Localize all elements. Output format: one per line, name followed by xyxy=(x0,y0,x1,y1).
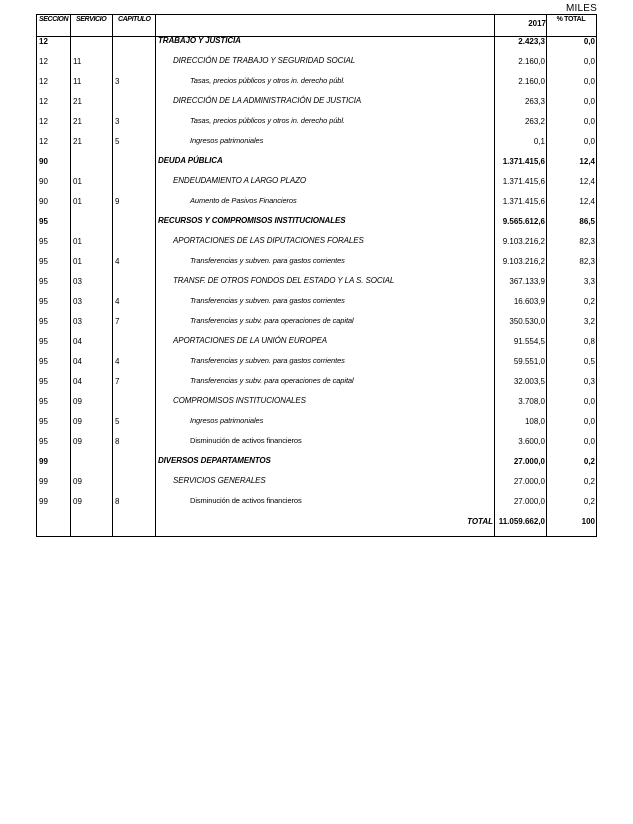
amount-cell: 2.423,3 xyxy=(518,37,545,46)
total-amount: 11.059.662,0 xyxy=(498,517,545,526)
capitulo-cell: 5 xyxy=(115,417,120,426)
table-row xyxy=(36,497,597,517)
description-cell: TRABAJO Y JUSTICIA xyxy=(158,36,241,45)
description-cell: Ingresos patrimoniales xyxy=(190,416,264,425)
description-cell: Disminución de activos financieros xyxy=(190,496,302,505)
capitulo-cell: 4 xyxy=(115,297,120,306)
table-row xyxy=(36,417,597,437)
capitulo-cell: 7 xyxy=(115,317,120,326)
header-year: 2017 xyxy=(528,19,546,28)
seccion-cell: 12 xyxy=(39,37,48,46)
amount-cell: 59.551,0 xyxy=(513,357,545,366)
amount-cell: 91.554,5 xyxy=(513,337,545,346)
seccion-cell: 95 xyxy=(39,257,48,266)
table-row xyxy=(36,437,597,457)
description-cell: RECURSOS Y COMPROMISOS INSTITUCIONALES xyxy=(158,216,346,225)
table-row xyxy=(36,377,597,397)
seccion-cell: 90 xyxy=(39,157,48,166)
pct-total-cell: 12,4 xyxy=(579,197,595,206)
seccion-cell: 95 xyxy=(39,417,48,426)
table-row xyxy=(36,37,597,57)
servicio-cell: 21 xyxy=(73,117,82,126)
description-cell: DIRECCIÓN DE TRABAJO Y SEGURIDAD SOCIAL xyxy=(173,56,356,65)
seccion-cell: 95 xyxy=(39,357,48,366)
capitulo-cell: 5 xyxy=(115,137,120,146)
pct-total-cell: 82,3 xyxy=(579,257,595,266)
header-servicio: SERVICIO xyxy=(76,16,107,23)
unit-label: MILES xyxy=(565,3,597,14)
table-row xyxy=(36,117,597,137)
description-cell: TRANSF. DE OTROS FONDOS DEL ESTADO Y LA S. SOCIAL xyxy=(173,276,395,285)
table-row xyxy=(36,57,597,77)
servicio-cell: 01 xyxy=(73,257,82,266)
servicio-cell: 09 xyxy=(73,497,82,506)
seccion-cell: 95 xyxy=(39,237,48,246)
description-cell: DIVERSOS DEPARTAMENTOS xyxy=(158,456,271,465)
description-cell: Tasas, precios públicos y otros in. derecho públ. xyxy=(190,116,345,125)
description-cell: SERVICIOS GENERALES xyxy=(173,476,266,485)
table-row xyxy=(36,217,597,237)
capitulo-cell: 4 xyxy=(115,257,120,266)
capitulo-cell: 9 xyxy=(115,197,120,206)
pct-total-cell: 0,2 xyxy=(583,297,595,306)
amount-cell: 27.000,0 xyxy=(513,477,545,486)
servicio-cell: 03 xyxy=(73,277,82,286)
amount-cell: 9.565.612,6 xyxy=(502,217,545,226)
seccion-cell: 99 xyxy=(39,477,48,486)
description-cell: Ingresos patrimoniales xyxy=(190,136,264,145)
seccion-cell: 99 xyxy=(39,497,48,506)
amount-cell: 3.708,0 xyxy=(518,397,545,406)
pct-total-cell: 0,8 xyxy=(583,337,595,346)
amount-cell: 27.000,0 xyxy=(513,457,545,466)
seccion-cell: 12 xyxy=(39,57,48,66)
total-label: TOTAL xyxy=(467,517,493,526)
description-cell: Aumento de Pasivos Financieros xyxy=(190,196,297,205)
capitulo-cell: 8 xyxy=(115,497,120,506)
table-row xyxy=(36,357,597,377)
description-cell: DEUDA PÚBLICA xyxy=(158,156,223,165)
table-row xyxy=(36,337,597,357)
seccion-cell: 95 xyxy=(39,437,48,446)
description-cell: DIRECCIÓN DE LA ADMINISTRACIÓN DE JUSTICIA xyxy=(173,96,362,105)
amount-cell: 2.160,0 xyxy=(518,57,545,66)
pct-total-cell: 3,2 xyxy=(583,317,595,326)
pct-total-cell: 0,2 xyxy=(583,457,595,466)
seccion-cell: 12 xyxy=(39,137,48,146)
servicio-cell: 04 xyxy=(73,337,82,346)
description-cell: APORTACIONES DE LAS DIPUTACIONES FORALES xyxy=(173,236,364,245)
header-seccion: SECCION xyxy=(39,16,69,23)
amount-cell: 2.160,0 xyxy=(518,77,545,86)
description-cell: Disminución de activos financieros xyxy=(190,436,302,445)
seccion-cell: 90 xyxy=(39,197,48,206)
capitulo-cell: 8 xyxy=(115,437,120,446)
pct-total-cell: 0,2 xyxy=(583,497,595,506)
total-row xyxy=(36,517,597,537)
table-row xyxy=(36,77,597,97)
pct-total-cell: 0,3 xyxy=(583,377,595,386)
seccion-cell: 95 xyxy=(39,317,48,326)
seccion-cell: 95 xyxy=(39,397,48,406)
pct-total-cell: 0,0 xyxy=(583,97,595,106)
servicio-cell: 11 xyxy=(73,57,82,66)
amount-cell: 9.103.216,2 xyxy=(502,237,545,246)
servicio-cell: 09 xyxy=(73,477,82,486)
amount-cell: 32.003,5 xyxy=(513,377,545,386)
pct-total-cell: 0,2 xyxy=(583,477,595,486)
table-row xyxy=(36,297,597,317)
servicio-cell: 04 xyxy=(73,357,82,366)
amount-cell: 1.371.415,6 xyxy=(502,157,545,166)
servicio-cell: 01 xyxy=(73,237,82,246)
header-pct-total: % TOTAL xyxy=(556,16,586,23)
pct-total-cell: 0,0 xyxy=(583,397,595,406)
amount-cell: 108,0 xyxy=(524,417,545,426)
seccion-cell: 95 xyxy=(39,217,48,226)
capitulo-cell: 7 xyxy=(115,377,120,386)
pct-total-cell: 82,3 xyxy=(579,237,595,246)
table-row xyxy=(36,157,597,177)
pct-total-cell: 12,4 xyxy=(579,157,595,166)
description-cell: Transferencias y subven. para gastos corrientes xyxy=(190,356,345,365)
description-cell: APORTACIONES DE LA UNIÓN EUROPEA xyxy=(173,336,328,345)
pct-total-cell: 0,0 xyxy=(583,37,595,46)
seccion-cell: 90 xyxy=(39,177,48,186)
amount-cell: 9.103.216,2 xyxy=(502,257,545,266)
description-cell: Transferencias y subv. para operaciones de capital xyxy=(190,376,354,385)
amount-cell: 16.603,9 xyxy=(513,297,545,306)
amount-cell: 3.600,0 xyxy=(518,437,545,446)
budget-table xyxy=(36,14,597,537)
pct-total-cell: 0,0 xyxy=(583,57,595,66)
servicio-cell: 01 xyxy=(73,177,82,186)
table-row xyxy=(36,317,597,337)
pct-total-cell: 3,3 xyxy=(583,277,595,286)
amount-cell: 367.133,9 xyxy=(509,277,545,286)
description-cell: COMPROMISOS INSTITUCIONALES xyxy=(173,396,306,405)
amount-cell: 263,2 xyxy=(524,117,545,126)
table-row xyxy=(36,457,597,477)
servicio-cell: 21 xyxy=(73,97,82,106)
description-cell: Transferencias y subven. para gastos corrientes xyxy=(190,296,345,305)
amount-cell: 1.371.415,6 xyxy=(502,197,545,206)
description-cell: Transferencias y subv. para operaciones de capital xyxy=(190,316,354,325)
pct-total-cell: 0,0 xyxy=(583,77,595,86)
servicio-cell: 21 xyxy=(73,137,82,146)
table-row xyxy=(36,197,597,217)
capitulo-cell: 3 xyxy=(115,77,120,86)
pct-total-cell: 0,0 xyxy=(583,437,595,446)
pct-total-cell: 12,4 xyxy=(579,177,595,186)
seccion-cell: 12 xyxy=(39,77,48,86)
table-row xyxy=(36,397,597,417)
seccion-cell: 12 xyxy=(39,97,48,106)
pct-total-cell: 0,0 xyxy=(583,117,595,126)
pct-total-cell: 0,0 xyxy=(583,137,595,146)
pct-total-cell: 86,5 xyxy=(579,217,595,226)
total-pct: 100 xyxy=(581,517,595,526)
servicio-cell: 03 xyxy=(73,297,82,306)
table-row xyxy=(36,277,597,297)
seccion-cell: 95 xyxy=(39,377,48,386)
amount-cell: 1.371.415,6 xyxy=(502,177,545,186)
description-cell: Transferencias y subven. para gastos corrientes xyxy=(190,256,345,265)
seccion-cell: 95 xyxy=(39,337,48,346)
amount-cell: 27.000,0 xyxy=(513,497,545,506)
seccion-cell: 99 xyxy=(39,457,48,466)
seccion-cell: 95 xyxy=(39,277,48,286)
table-row xyxy=(36,177,597,197)
table-row xyxy=(36,477,597,497)
capitulo-cell: 4 xyxy=(115,357,120,366)
servicio-cell: 04 xyxy=(73,377,82,386)
servicio-cell: 09 xyxy=(73,437,82,446)
table-row xyxy=(36,237,597,257)
seccion-cell: 95 xyxy=(39,297,48,306)
servicio-cell: 09 xyxy=(73,417,82,426)
servicio-cell: 11 xyxy=(73,77,82,86)
amount-cell: 263,3 xyxy=(524,97,545,106)
seccion-cell: 12 xyxy=(39,117,48,126)
header-capitulo: CAPITULO xyxy=(118,16,151,23)
table-top-border xyxy=(36,14,597,15)
servicio-cell: 01 xyxy=(73,197,82,206)
description-cell: ENDEUDAMIENTO A LARGO PLAZO xyxy=(173,176,307,185)
table-row xyxy=(36,257,597,277)
amount-cell: 0,1 xyxy=(533,137,545,146)
pct-total-cell: 0,5 xyxy=(583,357,595,366)
table-row xyxy=(36,97,597,117)
pct-total-cell: 0,0 xyxy=(583,417,595,426)
table-row xyxy=(36,137,597,157)
amount-cell: 350.530,0 xyxy=(509,317,545,326)
servicio-cell: 03 xyxy=(73,317,82,326)
description-cell: Tasas, precios públicos y otros in. derecho públ. xyxy=(190,76,345,85)
capitulo-cell: 3 xyxy=(115,117,120,126)
servicio-cell: 09 xyxy=(73,397,82,406)
